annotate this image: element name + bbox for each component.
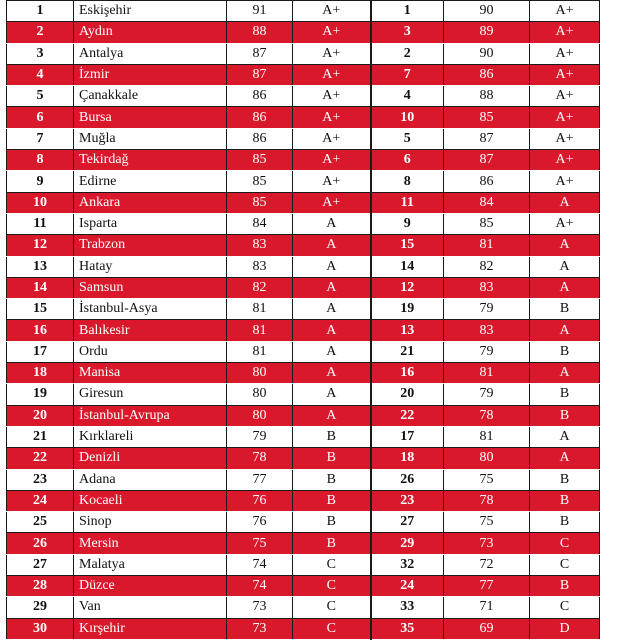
previous-grade-cell: B [530, 384, 600, 405]
rank-cell: 18 [7, 363, 74, 384]
city-cell: Malatya [74, 554, 227, 575]
grade-cell: C [293, 618, 371, 639]
grade-cell: A [293, 320, 371, 341]
previous-score-cell: 87 [444, 150, 530, 171]
city-cell: Mersin [74, 533, 227, 554]
previous-grade-cell: A+ [530, 213, 600, 234]
table-row [7, 554, 600, 575]
city-cell: Samsun [74, 277, 227, 298]
rank-cell: 26 [7, 533, 74, 554]
city-cell: Sinop [74, 512, 227, 533]
city-cell: Bursa [74, 107, 227, 128]
previous-score-cell: 79 [444, 299, 530, 320]
score-cell: 73 [227, 597, 293, 618]
score-cell: 85 [227, 192, 293, 213]
grade-cell: A+ [293, 43, 371, 64]
previous-score-cell: 83 [444, 277, 530, 298]
city-cell: Eskişehir [74, 1, 227, 22]
previous-grade-cell: A+ [530, 150, 600, 171]
score-cell: 84 [227, 213, 293, 234]
previous-rank-cell: 19 [371, 299, 444, 320]
grade-cell: A+ [293, 128, 371, 149]
previous-rank-cell: 21 [371, 341, 444, 362]
previous-rank-cell: 17 [371, 426, 444, 447]
score-cell: 83 [227, 235, 293, 256]
previous-rank-cell: 15 [371, 235, 444, 256]
previous-rank-cell: 10 [371, 107, 444, 128]
previous-rank-cell: 1 [371, 1, 444, 22]
city-cell: Çanakkale [74, 86, 227, 107]
city-cell: Antalya [74, 43, 227, 64]
table-row [7, 618, 600, 639]
score-cell: 87 [227, 43, 293, 64]
previous-score-cell: 78 [444, 405, 530, 426]
grade-cell: A+ [293, 64, 371, 85]
previous-score-cell: 90 [444, 1, 530, 22]
previous-rank-cell: 6 [371, 150, 444, 171]
previous-grade-cell: A+ [530, 43, 600, 64]
previous-rank-cell: 11 [371, 192, 444, 213]
rank-cell: 22 [7, 448, 74, 469]
previous-score-cell: 79 [444, 341, 530, 362]
city-cell: İzmir [74, 64, 227, 85]
score-cell: 78 [227, 448, 293, 469]
rank-cell: 12 [7, 235, 74, 256]
ranking-table [6, 0, 600, 640]
previous-rank-cell: 5 [371, 128, 444, 149]
grade-cell: B [293, 469, 371, 490]
city-cell: Adana [74, 469, 227, 490]
rank-cell: 19 [7, 384, 74, 405]
city-cell: Muğla [74, 128, 227, 149]
previous-rank-cell: 12 [371, 277, 444, 298]
table-row [7, 490, 600, 511]
previous-score-cell: 82 [444, 256, 530, 277]
previous-score-cell: 73 [444, 533, 530, 554]
previous-grade-cell: A+ [530, 22, 600, 43]
grade-cell: A+ [293, 150, 371, 171]
grade-cell: A+ [293, 171, 371, 192]
grade-cell: A [293, 341, 371, 362]
grade-cell: A [293, 384, 371, 405]
rank-cell: 16 [7, 320, 74, 341]
ranking-table-container [6, 0, 599, 640]
rank-cell: 1 [7, 1, 74, 22]
table-row [7, 192, 600, 213]
previous-rank-cell: 23 [371, 490, 444, 511]
previous-rank-cell: 27 [371, 512, 444, 533]
previous-rank-cell: 29 [371, 533, 444, 554]
city-cell: Edirne [74, 171, 227, 192]
grade-cell: A [293, 277, 371, 298]
score-cell: 80 [227, 384, 293, 405]
previous-grade-cell: B [530, 405, 600, 426]
grade-cell: B [293, 448, 371, 469]
previous-grade-cell: A [530, 192, 600, 213]
table-row [7, 256, 600, 277]
table-row [7, 448, 600, 469]
table-row [7, 576, 600, 597]
previous-grade-cell: B [530, 490, 600, 511]
previous-rank-cell: 14 [371, 256, 444, 277]
rank-cell: 3 [7, 43, 74, 64]
grade-cell: B [293, 512, 371, 533]
city-cell: Aydın [74, 22, 227, 43]
previous-rank-cell: 9 [371, 213, 444, 234]
table-row [7, 107, 600, 128]
rank-cell: 14 [7, 277, 74, 298]
city-cell: Isparta [74, 213, 227, 234]
table-row [7, 426, 600, 447]
previous-score-cell: 85 [444, 107, 530, 128]
score-cell: 85 [227, 150, 293, 171]
previous-rank-cell: 22 [371, 405, 444, 426]
city-cell: Denizli [74, 448, 227, 469]
previous-score-cell: 88 [444, 86, 530, 107]
previous-rank-cell: 7 [371, 64, 444, 85]
previous-rank-cell: 4 [371, 86, 444, 107]
city-cell: Ordu [74, 341, 227, 362]
rank-cell: 25 [7, 512, 74, 533]
city-cell: Hatay [74, 256, 227, 277]
score-cell: 81 [227, 341, 293, 362]
table-row [7, 128, 600, 149]
score-cell: 91 [227, 1, 293, 22]
previous-grade-cell: A+ [530, 1, 600, 22]
previous-grade-cell: D [530, 618, 600, 639]
previous-score-cell: 79 [444, 384, 530, 405]
rank-cell: 20 [7, 405, 74, 426]
previous-rank-cell: 13 [371, 320, 444, 341]
table-row [7, 86, 600, 107]
previous-rank-cell: 3 [371, 22, 444, 43]
rank-cell: 17 [7, 341, 74, 362]
previous-score-cell: 89 [444, 22, 530, 43]
previous-grade-cell: A [530, 256, 600, 277]
previous-score-cell: 87 [444, 128, 530, 149]
city-cell: Kocaeli [74, 490, 227, 511]
previous-rank-cell: 8 [371, 171, 444, 192]
previous-score-cell: 84 [444, 192, 530, 213]
previous-score-cell: 90 [444, 43, 530, 64]
grade-cell: A+ [293, 22, 371, 43]
score-cell: 88 [227, 22, 293, 43]
table-row [7, 22, 600, 43]
rank-cell: 27 [7, 554, 74, 575]
table-row [7, 320, 600, 341]
previous-grade-cell: A+ [530, 64, 600, 85]
previous-rank-cell: 35 [371, 618, 444, 639]
previous-grade-cell: B [530, 341, 600, 362]
grade-cell: B [293, 426, 371, 447]
previous-score-cell: 81 [444, 235, 530, 256]
score-cell: 76 [227, 512, 293, 533]
score-cell: 79 [227, 426, 293, 447]
score-cell: 81 [227, 320, 293, 341]
score-cell: 77 [227, 469, 293, 490]
rank-cell: 29 [7, 597, 74, 618]
grade-cell: A+ [293, 107, 371, 128]
table-row [7, 533, 600, 554]
previous-rank-cell: 33 [371, 597, 444, 618]
grade-cell: B [293, 533, 371, 554]
rank-cell: 15 [7, 299, 74, 320]
grade-cell: A+ [293, 86, 371, 107]
previous-grade-cell: B [530, 299, 600, 320]
grade-cell: A [293, 235, 371, 256]
table-row [7, 405, 600, 426]
score-cell: 86 [227, 107, 293, 128]
city-cell: İstanbul-Avrupa [74, 405, 227, 426]
previous-score-cell: 80 [444, 448, 530, 469]
grade-cell: C [293, 554, 371, 575]
previous-grade-cell: C [530, 554, 600, 575]
previous-score-cell: 69 [444, 618, 530, 639]
previous-grade-cell: A [530, 363, 600, 384]
city-cell: Tekirdağ [74, 150, 227, 171]
score-cell: 74 [227, 554, 293, 575]
score-cell: 87 [227, 64, 293, 85]
score-cell: 75 [227, 533, 293, 554]
previous-score-cell: 71 [444, 597, 530, 618]
city-cell: Manisa [74, 363, 227, 384]
score-cell: 86 [227, 86, 293, 107]
city-cell: Kırklareli [74, 426, 227, 447]
previous-score-cell: 86 [444, 171, 530, 192]
previous-grade-cell: A [530, 320, 600, 341]
previous-rank-cell: 16 [371, 363, 444, 384]
table-row [7, 171, 600, 192]
previous-grade-cell: A [530, 426, 600, 447]
previous-grade-cell: C [530, 533, 600, 554]
previous-grade-cell: C [530, 597, 600, 618]
grade-cell: A+ [293, 1, 371, 22]
grade-cell: C [293, 597, 371, 618]
previous-score-cell: 83 [444, 320, 530, 341]
rank-cell: 4 [7, 64, 74, 85]
previous-grade-cell: B [530, 469, 600, 490]
previous-score-cell: 77 [444, 576, 530, 597]
previous-score-cell: 85 [444, 213, 530, 234]
previous-rank-cell: 2 [371, 43, 444, 64]
city-cell: İstanbul-Asya [74, 299, 227, 320]
rank-cell: 6 [7, 107, 74, 128]
rank-cell: 13 [7, 256, 74, 277]
table-row [7, 363, 600, 384]
city-cell: Giresun [74, 384, 227, 405]
previous-score-cell: 81 [444, 426, 530, 447]
previous-rank-cell: 24 [371, 576, 444, 597]
ranking-table-body [7, 1, 600, 640]
table-row [7, 512, 600, 533]
rank-cell: 11 [7, 213, 74, 234]
previous-grade-cell: A+ [530, 171, 600, 192]
rank-cell: 30 [7, 618, 74, 639]
city-cell: Trabzon [74, 235, 227, 256]
previous-grade-cell: A [530, 448, 600, 469]
city-cell: Van [74, 597, 227, 618]
city-cell: Düzce [74, 576, 227, 597]
table-row [7, 213, 600, 234]
previous-score-cell: 81 [444, 363, 530, 384]
table-row [7, 597, 600, 618]
score-cell: 80 [227, 405, 293, 426]
previous-grade-cell: A [530, 277, 600, 298]
grade-cell: A [293, 213, 371, 234]
previous-rank-cell: 26 [371, 469, 444, 490]
grade-cell: A [293, 405, 371, 426]
rank-cell: 10 [7, 192, 74, 213]
rank-cell: 8 [7, 150, 74, 171]
rank-cell: 23 [7, 469, 74, 490]
rank-cell: 9 [7, 171, 74, 192]
previous-score-cell: 86 [444, 64, 530, 85]
grade-cell: A [293, 363, 371, 384]
grade-cell: A+ [293, 192, 371, 213]
rank-cell: 5 [7, 86, 74, 107]
table-row [7, 64, 600, 85]
score-cell: 86 [227, 128, 293, 149]
previous-grade-cell: A+ [530, 86, 600, 107]
table-row [7, 469, 600, 490]
score-cell: 82 [227, 277, 293, 298]
previous-score-cell: 75 [444, 469, 530, 490]
table-row [7, 384, 600, 405]
score-cell: 85 [227, 171, 293, 192]
score-cell: 80 [227, 363, 293, 384]
rank-cell: 28 [7, 576, 74, 597]
city-cell: Kırşehir [74, 618, 227, 639]
previous-rank-cell: 32 [371, 554, 444, 575]
grade-cell: A [293, 299, 371, 320]
previous-grade-cell: A [530, 235, 600, 256]
table-row [7, 341, 600, 362]
city-cell: Ankara [74, 192, 227, 213]
grade-cell: B [293, 490, 371, 511]
score-cell: 74 [227, 576, 293, 597]
previous-score-cell: 78 [444, 490, 530, 511]
rank-cell: 21 [7, 426, 74, 447]
table-row [7, 43, 600, 64]
grade-cell: C [293, 576, 371, 597]
previous-rank-cell: 18 [371, 448, 444, 469]
city-cell: Balıkesir [74, 320, 227, 341]
score-cell: 83 [227, 256, 293, 277]
table-row [7, 150, 600, 171]
previous-rank-cell: 20 [371, 384, 444, 405]
table-row [7, 235, 600, 256]
previous-grade-cell: B [530, 576, 600, 597]
previous-grade-cell: A+ [530, 128, 600, 149]
table-row [7, 1, 600, 22]
table-row [7, 277, 600, 298]
score-cell: 81 [227, 299, 293, 320]
grade-cell: A [293, 256, 371, 277]
previous-score-cell: 72 [444, 554, 530, 575]
score-cell: 73 [227, 618, 293, 639]
previous-grade-cell: A+ [530, 107, 600, 128]
score-cell: 76 [227, 490, 293, 511]
rank-cell: 7 [7, 128, 74, 149]
rank-cell: 2 [7, 22, 74, 43]
rank-cell: 24 [7, 490, 74, 511]
previous-grade-cell: B [530, 512, 600, 533]
table-row [7, 299, 600, 320]
previous-score-cell: 75 [444, 512, 530, 533]
